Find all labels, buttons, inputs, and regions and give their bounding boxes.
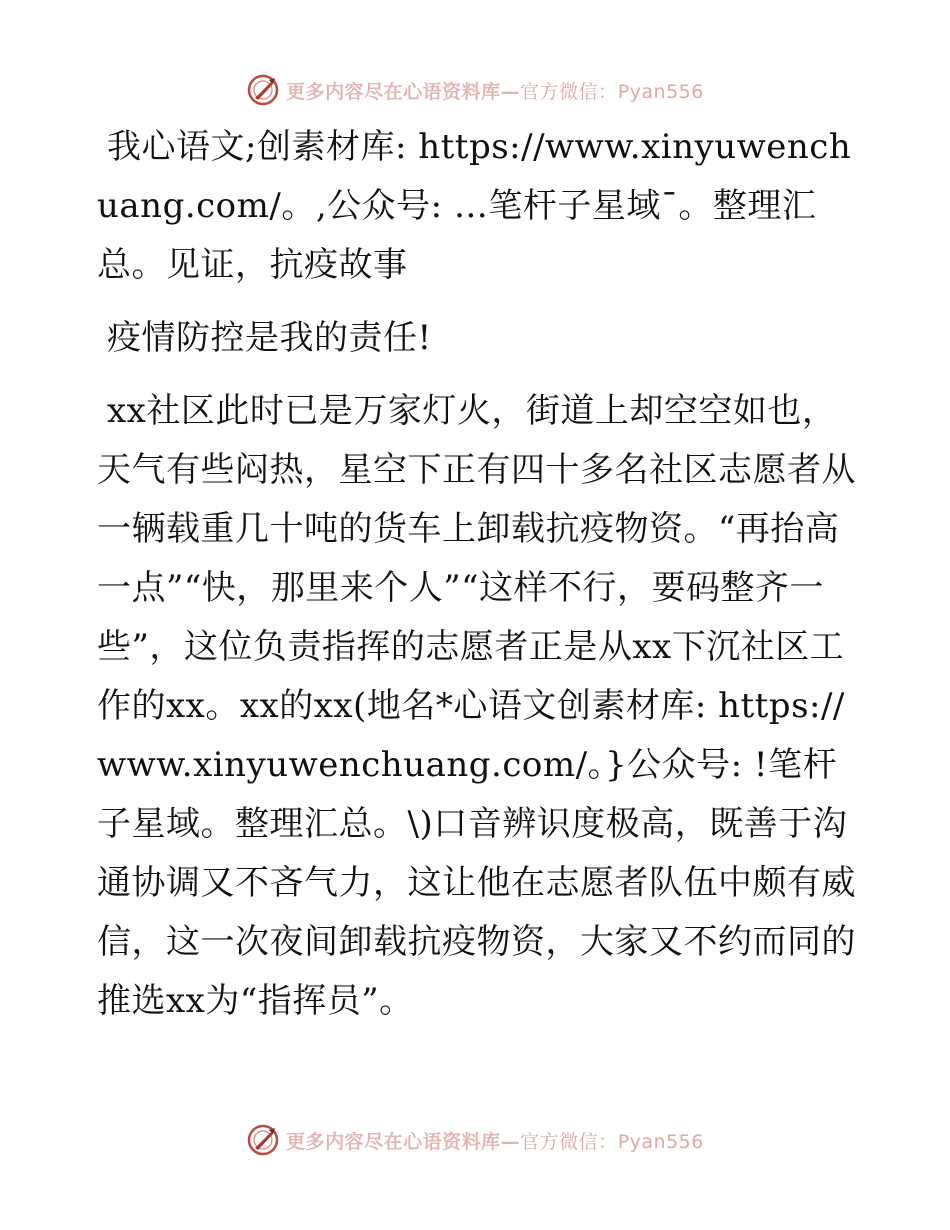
banner-text xyxy=(286,1127,704,1154)
header-banner xyxy=(0,70,950,110)
quill-circle-icon xyxy=(246,73,280,107)
banner-separator: — xyxy=(500,80,521,103)
banner-slogan: 更多内容尽在心语资料库 xyxy=(286,1130,501,1153)
footer-banner xyxy=(0,1120,950,1160)
banner-separator: — xyxy=(500,1130,521,1153)
wechat-label: 官方微信： xyxy=(520,1130,618,1153)
paragraph-heading: 疫情防控是我的责任! xyxy=(107,318,432,358)
wechat-id: Pyan556 xyxy=(617,1130,704,1153)
quill-circle-icon xyxy=(246,1123,280,1157)
paragraph-intro: 我心语文;创素材库: https://www.xinyuwenchuang.com/。,公众号: …笔杆子星域¯。整理汇总。见证，抗疫故事 xyxy=(97,127,852,285)
banner-slogan: 更多内容尽在心语资料库 xyxy=(286,80,501,103)
banner-text xyxy=(286,77,704,104)
paragraph-story: xx社区此时已是万家灯火，街道上却空空如也，天气有些闷热，星空下正有四十多名社区志愿者从一辆载重几十吨的货车上卸载抗疫物资。“再抬高一点”“快，那里来个人”“这样不行，要码整齐一些”，这位负责指挥的志愿者正是从xx下沉社区工作的xx。xx的xx(地名*心语文创素材库: https://www.xinyuwenchuang.com/。}公众号: !笔杆子星域。整理汇总。\)口音辨识度极高，既善于沟通协调又不吝气力，这让他在志愿者队伍中颇有威信，这一次夜间卸载抗疫物资，大家又不约而同的推选xx为“指挥员”。 xyxy=(97,391,856,1021)
wechat-id: Pyan556 xyxy=(617,80,704,103)
wechat-label: 官方微信： xyxy=(520,80,618,103)
document-body xyxy=(97,118,857,1031)
